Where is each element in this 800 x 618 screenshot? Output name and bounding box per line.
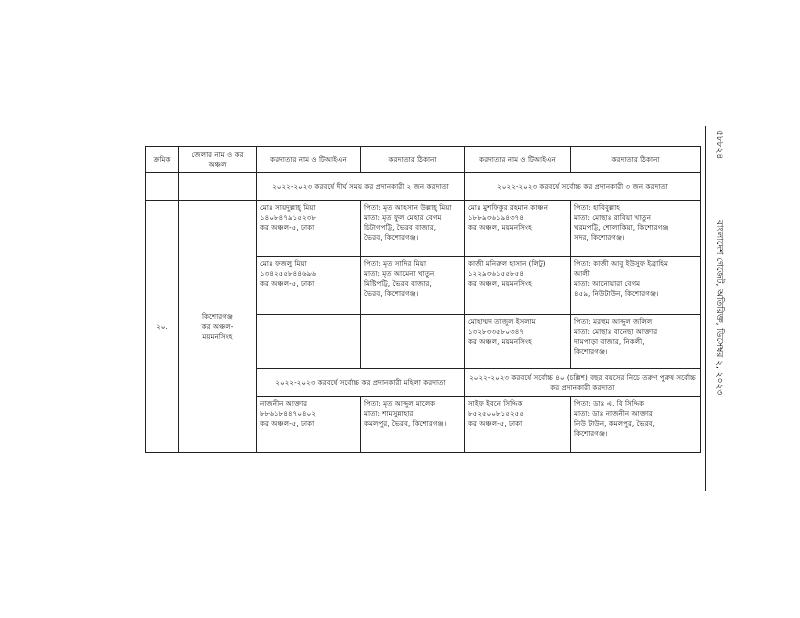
address-line: ভৈরব, কিশোরগঞ্জ। — [364, 289, 419, 298]
blank-cell — [146, 173, 179, 201]
taxpayer-zone: কর অঞ্চল, ময়মনসিংহ — [468, 223, 532, 232]
section-row — [146, 173, 701, 201]
district-cell — [179, 201, 257, 453]
taxpayer-zone: কর অঞ্চল-৫, ঢাকা — [260, 419, 315, 428]
taxpayer-address-cell — [361, 257, 465, 315]
taxpayer-name: কাজী মনিরুল হাসান (লিটু) — [468, 259, 546, 268]
address-line: কিশোরগঞ্জ। — [574, 347, 608, 356]
taxpayer-zone: কর অঞ্চল-৫, ঢাকা — [468, 419, 523, 428]
address-line: কমলপুর, ভৈরব, কিশোরগঞ্জ। — [364, 419, 447, 428]
address-line: ভৈরব, কিশোরগঞ্জ। — [364, 233, 419, 242]
taxpayer-name-cell — [465, 397, 571, 453]
blank-cell — [179, 173, 257, 201]
address-line: খরমপট্টি, শোলাকিয়া, কিশোরগঞ্জ — [574, 223, 669, 232]
taxpayer-tin: ১৩২৮৩৩৫৮০৩৪৭ — [468, 327, 525, 336]
taxpayer-name-cell — [257, 397, 361, 453]
taxpayer-name: মোঃ সায়দুল্লাহ্ মিয়া — [260, 203, 316, 212]
taxpayer-name: নাজনীন আক্তার — [260, 399, 308, 408]
taxpayer-name-cell — [465, 201, 571, 257]
taxpayer-address-cell — [571, 201, 701, 257]
taxpayer-name-cell — [465, 315, 571, 369]
address-line: ৪৫৯, নিউটাউন, কিশোরগঞ্জ। — [574, 289, 659, 298]
address-line: মাতা: মৃত আমেনা খাতুন — [364, 269, 435, 278]
address-line: পিতা: মরহুম আব্দুল জলিল — [574, 317, 653, 326]
taxpayer-tin: ১৪০৮৪৭৯১৫২৩৮ — [260, 213, 317, 222]
taxpayer-tin: ১৮৮৯৩৬১৯৪৩৭৪ — [468, 213, 525, 222]
address-line: মাতা: ডাঃ নাজনীন আক্তার — [574, 409, 653, 418]
address-line: পিতা: কাজী আবু ইউসুফ ইব্রাহিম — [574, 259, 669, 268]
taxpayer-tin: ৮৮৬১৮৪৪৭০৪০২ — [260, 409, 317, 418]
serial-cell: ২০. — [146, 201, 179, 453]
address-line: মাতা: শামসুন্নাহার — [364, 409, 414, 418]
district-zone: কর অঞ্চল- — [201, 321, 234, 331]
side-divider — [705, 126, 706, 491]
taxpayer-tin: ১২২৯৩৬১৫৫৮৫৪ — [468, 269, 525, 278]
address-line: পিতা: মৃত আহসান উল্লাহ্ মিয়া — [364, 203, 452, 212]
address-line: চিটাগপট্টি, ভৈরব বাজার, — [364, 223, 437, 232]
taxpayer-name-cell — [257, 201, 361, 257]
address-line: দামপাড়া বাজার, নিকলী, — [574, 337, 645, 346]
address-line: আলী — [574, 269, 590, 278]
district-name: কিশোরগঞ্জ — [201, 311, 234, 321]
col-header-address-1: করদাতার ঠিকানা — [361, 147, 465, 173]
address-line: মাতা: আনোয়ারা বেগম — [574, 279, 641, 288]
col-header-address-2: করদাতার ঠিকানা — [571, 147, 701, 173]
address-line: পিতা: হাবিবুল্লাহ — [574, 203, 621, 212]
table-row — [146, 201, 701, 257]
gazette-header: বাংলাদেশ গেজেট, অতিরিক্ত, ডিসেম্বর ২, ২০২৩ — [714, 220, 724, 396]
taxpayer-tin: ৮৫২৫০০৮১৫২৫৫ — [468, 409, 525, 418]
address-line: মাতা: মোছাঃ রাবিয়া খাতুন — [574, 213, 651, 222]
taxpayer-zone: কর অঞ্চল, ময়মনসিংহ — [468, 337, 532, 346]
address-line: পিতা: মৃত আব্দুল মালেক — [364, 399, 436, 408]
taxpayer-address-cell — [361, 397, 465, 453]
taxpayer-address-cell — [571, 315, 701, 369]
col-header-serial: ক্রমিক — [146, 147, 179, 173]
taxpayer-table — [145, 146, 701, 453]
col-header-name-tin-2: করদাতার নাম ও টিআইএন — [465, 147, 571, 173]
section-highest: ২০২২-২০২৩ করবর্ষে সর্বোচ্চ কর প্রদানকারী ৩ জন করদাতা — [465, 173, 701, 201]
address-line: পিতা: ডাঃ এ. বি সিদ্দিক — [574, 399, 645, 408]
taxpayer-name: মোঃ ফজলু মিয়া — [260, 259, 307, 268]
side-margin — [712, 130, 726, 490]
page-number: ৫৮৮২৪ — [714, 130, 724, 160]
taxpayer-address-cell — [571, 397, 701, 453]
address-line: সদর, কিশোরগঞ্জ। — [574, 233, 625, 242]
taxpayer-name: মোঃ মুশফিকুর রহমান কাঞ্চন — [468, 203, 548, 212]
empty-address-cell — [361, 315, 465, 369]
taxpayer-address-cell — [361, 201, 465, 257]
section-female: ২০২২-২০২৩ করবর্ষে সর্বোচ্চ কর প্রদানকারী মহিলা করদাতা — [257, 369, 465, 397]
address-line: মাতা: মৃত ফুল মেহার বেগম — [364, 213, 442, 222]
address-line: কিশোরগঞ্জ। — [574, 429, 608, 438]
section-long-term: ২০২২-২০২৩ করবর্ষে দীর্ঘ সময় কর প্রদানকারী ২ জন করদাতা — [257, 173, 465, 201]
address-line: মাতা: মোছাঃ বানেছা আক্তার — [574, 327, 658, 336]
taxpayer-name: মোহাম্মদ তাজুল ইসলাম — [468, 317, 536, 326]
col-header-district: জেলার নাম ও কর অঞ্চল — [179, 147, 257, 173]
taxpayer-name: সাইফ ইবনে সিদ্দিক — [468, 399, 523, 408]
district-zone-city: ময়মনসিংহ — [202, 331, 233, 341]
address-line: পিতা: মৃত সাদির মিয়া — [364, 259, 427, 268]
taxpayer-zone: কর অঞ্চল, ময়মনসিংহ — [468, 279, 532, 288]
taxpayer-name-cell — [465, 257, 571, 315]
address-line: নিউ টাউন, কমলপুর, ভৈরব, — [574, 419, 655, 428]
address-line: মিষ্টিপট্টি, ভৈরব বাজার, — [364, 279, 432, 288]
taxpayer-zone: কর অঞ্চল-৫, ঢাকা — [260, 279, 315, 288]
taxpayer-zone: কর অঞ্চল-৫, ঢাকা — [260, 223, 315, 232]
header-row — [146, 147, 701, 173]
col-header-name-tin-1: করদাতার নাম ও টিআইএন — [257, 147, 361, 173]
taxpayer-tin: ১৩৪২৫৫৮৪৪৬৯৬ — [260, 269, 317, 278]
taxpayer-address-cell — [571, 257, 701, 315]
section-young: ২০২২-২০২৩ করবর্ষে সর্বোচ্চ ৪০ (চল্লিশ) বছর বয়সের নিচে তরুণ পুরুষ সর্বোচ্চ কর প্রদানকারী করদাতা — [465, 369, 701, 397]
empty-name-cell — [257, 315, 361, 369]
taxpayer-name-cell — [257, 257, 361, 315]
